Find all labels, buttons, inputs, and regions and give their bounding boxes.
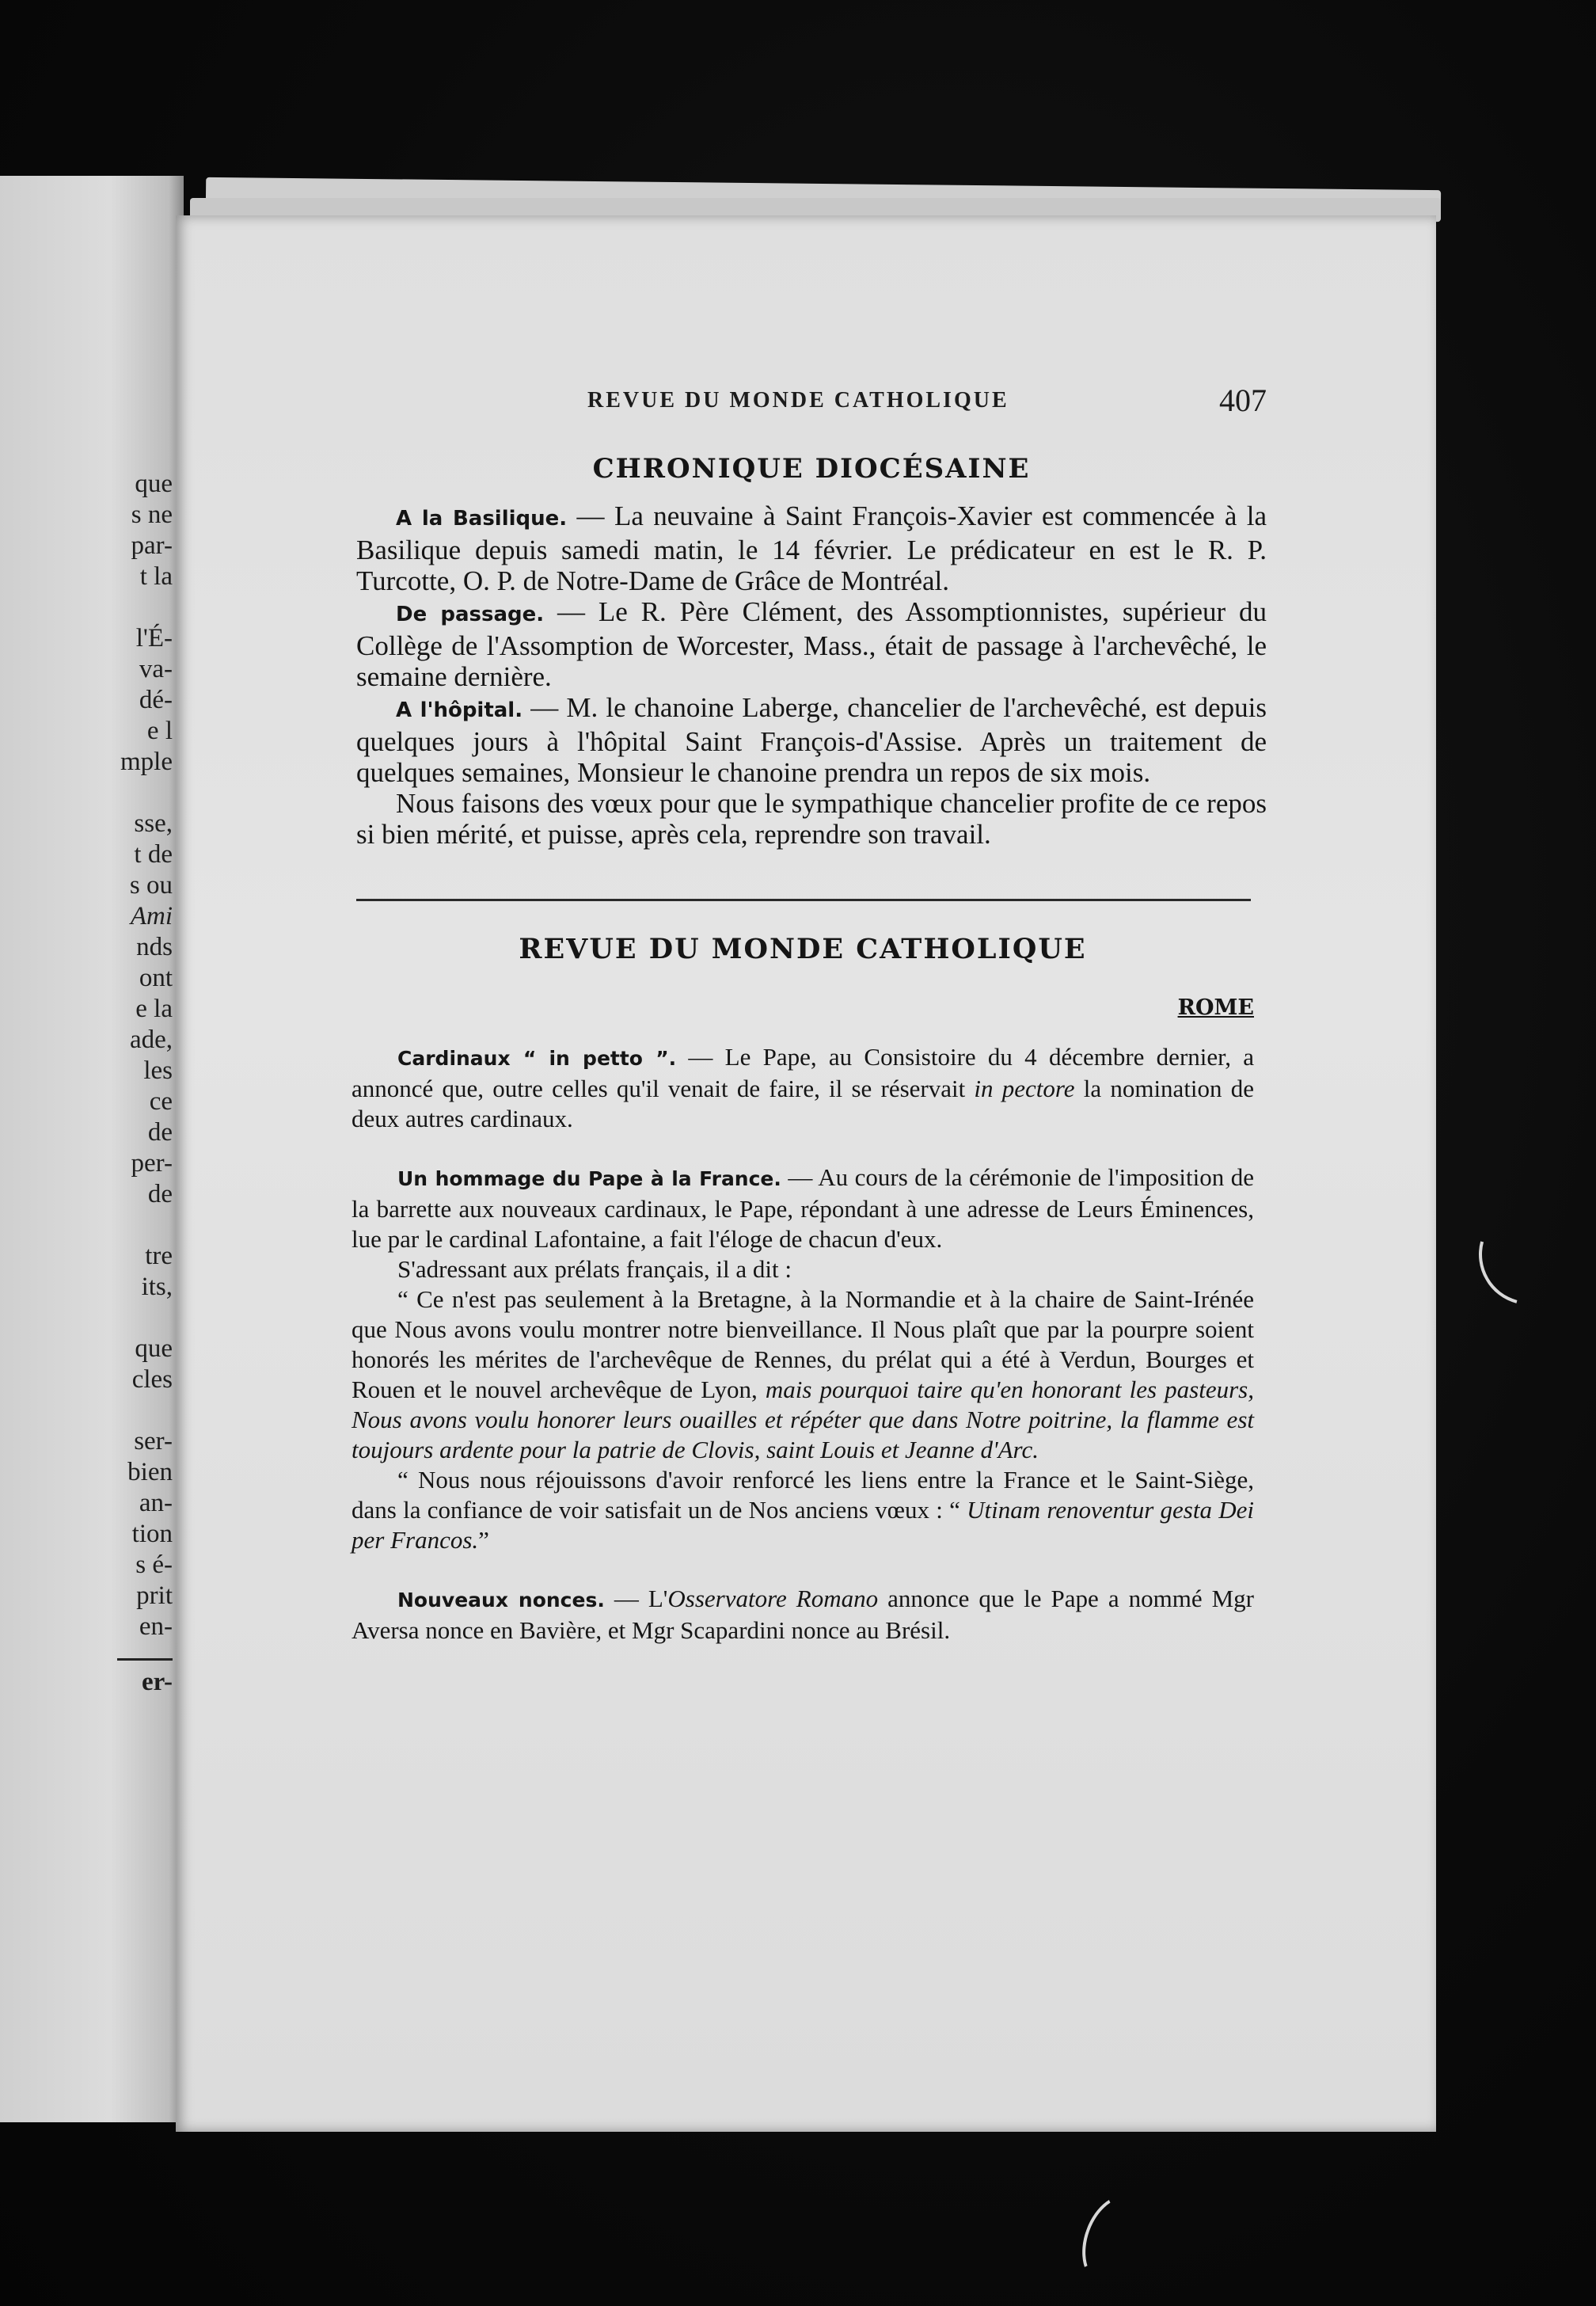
news-text: — Le Pape, au Consistoire du 4 décembre dernier, a annoncé que, outre celles qu'il venait de faire, il se réservait (352, 1043, 1254, 1102)
left-page-fragment: an- (139, 1489, 173, 1517)
left-page-text-fragments (117, 469, 173, 1698)
left-page-fragment: e l (146, 717, 173, 745)
left-page-fragment (117, 1303, 173, 1334)
left-page-fragment: t de (134, 840, 173, 869)
news-paragraph: S'adressant aux prélats français, il a dit : (397, 1255, 792, 1283)
chronique-entry (356, 788, 1267, 850)
left-page-fragment: ade, (129, 1026, 173, 1054)
news-lead: Un hommage du Pape à la France. (397, 1167, 781, 1190)
left-page-fragment (117, 778, 173, 809)
entry-text: — Le R. Père Clément, des Assomptionnistes, supérieur du Collège de l'Assomption de Worcester, Mass., était de passage à l'archevêché, le semaine dernière. (356, 596, 1267, 692)
left-page-fragment (117, 1210, 173, 1241)
entry-text: Nous faisons des vœux pour que le sympathique chancelier profite de ce repos si bien mérité, et puisse, après cela, reprendre son travail. (356, 788, 1267, 850)
news-italic: Utinam renoventur gesta Dei per Francos. (352, 1496, 1254, 1554)
left-page-fragment: Ami (130, 902, 173, 930)
news-item-nonces (352, 1584, 1254, 1646)
left-page-fragment: en- (139, 1612, 173, 1641)
page-content (352, 453, 1267, 1674)
left-page-fragment: prit (136, 1581, 173, 1610)
left-page-fragment: s é- (135, 1551, 173, 1579)
left-page-fragment: que (135, 470, 173, 498)
news-lead: Nouveaux nonces. (397, 1589, 605, 1612)
left-page-fragment: bien (127, 1458, 173, 1486)
news-text: “ Nous nous réjouissons d'avoir renforcé les liens entre la France et le Saint-Siège, dans la confiance de voir satisfait un de Nos anciens vœux : “ (352, 1466, 1254, 1524)
revue-section (352, 933, 1254, 1646)
left-page-fragment: de (147, 1180, 173, 1208)
left-page-fragment: sse, (134, 809, 173, 838)
left-page-fragment: e la (135, 995, 173, 1023)
news-text: — Au cours de la cérémonie de l'imposition de la barrette aux nouveaux cardinaux, le Pape, répondant à une adresse de Leurs Éminences, lue par le cardinal Lafontaine, a fait l'éloge de chacun d'eux. (352, 1163, 1254, 1253)
left-page-fragment: its, (141, 1273, 173, 1301)
news-paragraph (352, 1284, 1254, 1465)
entry-lead: De passage. (396, 603, 545, 626)
chronique-entry (356, 500, 1267, 596)
entry-text: — M. le chanoine Laberge, chancelier de l'archevêché, est depuis quelques jours à l'hôpital Saint François-d'Assise. Après un traitement de quelques semaines, Monsieur le chanoine prendra un repos de six mois. (356, 692, 1267, 788)
left-page-rule (117, 1658, 173, 1661)
left-page-fragment: ont (139, 964, 173, 992)
left-page-fragment: l'É- (135, 624, 173, 653)
news-text: ” (478, 1526, 489, 1554)
left-page-fragment: ser- (134, 1427, 173, 1456)
news-italic: mais pourquoi taire qu'en honorant les pasteurs, Nous avons voulu honorer leurs ouailles et répéter que dans Notre poitrine, la flamme est toujours ardente pour la patrie de Clovis, saint Louis et Jeanne d'Arc. (352, 1376, 1254, 1463)
entry-text: — La neuvaine à Saint François-Xavier est commencée à la Basilique depuis samedi matin, le 14 février. Le prédicateur en est le R. P. Turcotte, O. P. de Notre-Dame de Grâce de Montréal. (356, 500, 1267, 596)
news-item-cardinaux (352, 1042, 1254, 1134)
subhead-rome: ROME (1177, 995, 1254, 1020)
section-title-revue: REVUE DU MONDE CATHOLIQUE (519, 933, 1087, 965)
left-page-fragment: s ne (131, 500, 173, 529)
left-page-fragment (117, 1395, 173, 1426)
left-page-fragment: par- (131, 531, 173, 560)
left-page-fragment: ce (149, 1087, 173, 1116)
chronique-entry (356, 692, 1267, 788)
news-paragraph (352, 1042, 1254, 1134)
main-page (176, 215, 1436, 2132)
left-page-fragment: tion (131, 1520, 173, 1548)
news-italic: Osservatore Romano (667, 1585, 879, 1612)
left-page-fragment: nds (136, 933, 173, 961)
left-page-fragment: er- (141, 1668, 173, 1696)
chronique-entries (356, 500, 1267, 850)
left-page-fragment: per- (131, 1149, 173, 1178)
left-page-fragment: cles (131, 1365, 173, 1394)
left-page-fragment: va- (139, 655, 173, 683)
entry-lead: A l'hôpital. (396, 698, 523, 722)
news-text: annonce que le Pape a nommé Mgr Aversa nonce en Bavière, et Mgr Scapardini nonce au Brésil. (352, 1585, 1254, 1644)
news-text: “ Ce n'est pas seulement à la Bretagne, à la Normandie et à la chaire de Saint-Irénée que Nous avons voulu montrer notre bienveillance. Il Nous plaît que par la pourpre soient honorés les mérites de l'archevêque de Rennes, du prélat qui a été à Verdun, Bourges et Rouen et le nouvel archevêque de Lyon, (352, 1285, 1254, 1403)
news-lead: Cardinaux “ in petto ”. (397, 1047, 677, 1070)
entry-lead: A la Basilique. (396, 507, 568, 531)
left-page-fragment: s ou (129, 871, 173, 900)
left-page-fragment: les (143, 1056, 173, 1085)
left-page-fragment: mple (120, 748, 173, 776)
section-divider (356, 899, 1251, 901)
chronique-entry (356, 596, 1267, 692)
news-paragraph (352, 1163, 1254, 1254)
left-page-fragment (117, 592, 173, 623)
news-paragraph (352, 1465, 1254, 1555)
news-item-hommage (352, 1163, 1254, 1555)
news-italic: in pectore (974, 1075, 1075, 1102)
running-head-title: REVUE DU MONDE CATHOLIQUE (587, 388, 1009, 413)
page-number: 407 (1219, 382, 1267, 418)
left-page-fragment: t la (139, 562, 173, 591)
left-page-strip (0, 176, 184, 2122)
news-text: la nomination de deux autres cardinaux. (352, 1075, 1255, 1132)
section-title-chronique: CHRONIQUE DIOCÉSAINE (592, 453, 1031, 485)
left-page-fragment: que (135, 1334, 173, 1363)
left-page-fragment: de (147, 1118, 173, 1147)
news-paragraph (352, 1584, 1254, 1646)
news-text: — L' (604, 1585, 668, 1612)
left-page-fragment: dé- (139, 686, 173, 714)
running-head (176, 382, 1436, 436)
left-page-fragment: tre (145, 1242, 173, 1270)
